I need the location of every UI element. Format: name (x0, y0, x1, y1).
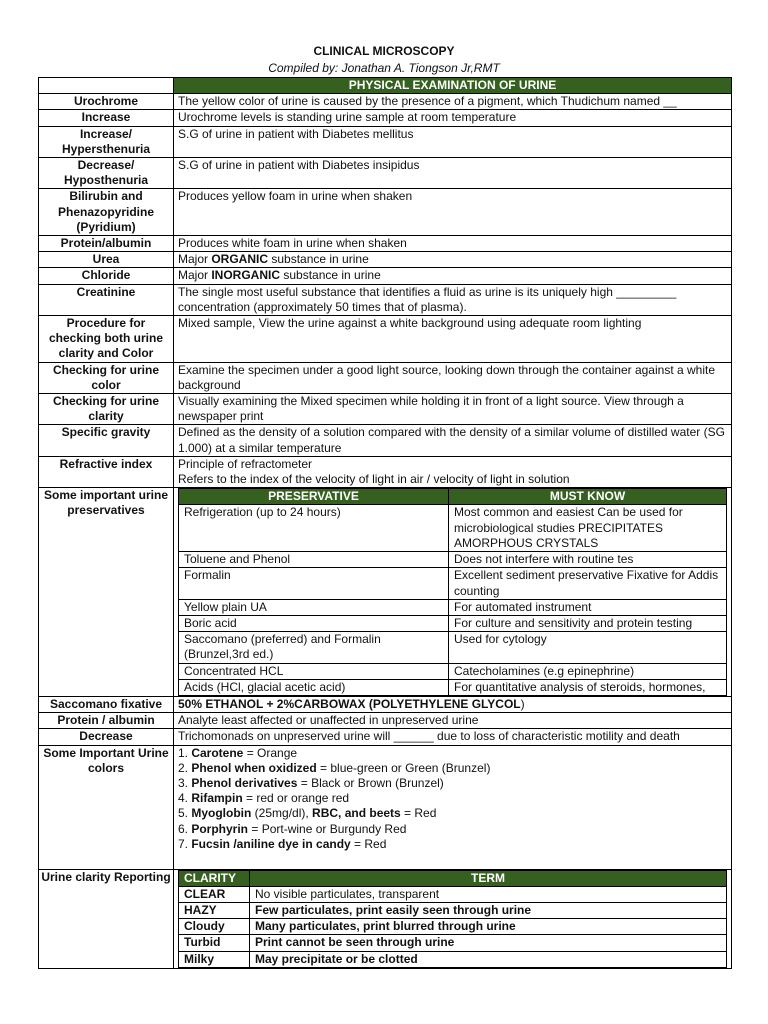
preservative-name: Concentrated HCL (179, 663, 449, 679)
table-row (179, 599, 727, 615)
list-number: 5. (178, 806, 192, 821)
row-text: The yellow color of urine is caused by the presence of a pigment, which Thudichum named __ (174, 94, 732, 110)
preservative-note: For culture and sensitivity and protein testing (449, 615, 727, 631)
table-row (39, 696, 732, 712)
clarity-term: CLEAR (179, 886, 250, 902)
text-run: Major (178, 268, 212, 283)
preservative-name: Refrigeration (up to 24 hours) (179, 505, 449, 552)
preservative-note: For quantitative analysis of steroids, hormones, (449, 679, 727, 695)
row-label: Increase/ Hypersthenuria (39, 126, 174, 157)
table-row (179, 552, 727, 568)
table-row (179, 919, 727, 935)
table-row (39, 94, 732, 110)
row-label: Urine clarity Reporting (39, 869, 174, 968)
clarity-term: Cloudy (179, 919, 250, 935)
list-number: 3. (178, 775, 192, 790)
list-item (178, 791, 727, 806)
list-item (178, 806, 727, 821)
clarity-term: Turbid (179, 935, 250, 951)
text-line: Refers to the index of the velocity of light in air / velocity of light in solution (178, 472, 570, 487)
row-text: S.G of urine in patient with Diabetes insipidus (174, 158, 732, 189)
row-label: Checking for urine clarity (39, 394, 174, 425)
row-label: Urea (39, 252, 174, 268)
list-number: 2. (178, 760, 192, 775)
column-header: MUST KNOW (449, 489, 727, 505)
emphasis-text: Phenol derivatives (191, 775, 298, 790)
row-text: Examine the specimen under a good light source, looking down through the container against a white background (174, 362, 732, 393)
row-label: Urochrome (39, 94, 174, 110)
clarity-description: Many particulates, print blurred through urine (250, 919, 727, 935)
table-row (179, 568, 727, 599)
text-run: ) (520, 696, 525, 711)
preservative-name: Boric acid (179, 615, 449, 631)
row-label: Creatinine (39, 284, 174, 315)
section-header-row (39, 78, 732, 94)
clarity-description: Print cannot be seen through urine (250, 935, 727, 951)
list-item (178, 761, 727, 776)
row-label: Specific gravity (39, 425, 174, 456)
table-row (179, 679, 727, 695)
preservative-name: Toluene and Phenol (179, 552, 449, 568)
row-label: Some important urine preservatives (39, 488, 174, 697)
table-row (39, 126, 732, 157)
row-label: Protein/albumin (39, 236, 174, 252)
preservative-note: Does not interfere with routine tes (449, 552, 727, 568)
text-run: = blue-green or Green (Brunzel) (316, 760, 491, 775)
row-label: Decrease/ Hyposthenuria (39, 158, 174, 189)
table-row (179, 886, 727, 902)
blank-cell (39, 78, 174, 94)
text-run: Major (178, 252, 212, 267)
preservative-name: Yellow plain UA (179, 599, 449, 615)
clarity-description: May precipitate or be clotted (250, 951, 727, 967)
column-header: TERM (250, 870, 727, 886)
table-row (39, 745, 732, 869)
section-title: PHYSICAL EXAMINATION OF URINE (174, 78, 732, 94)
emphasis-text: 50% ETHANOL + 2%CARBOWAX (POLYETHYLENE GLYCOL (178, 696, 521, 711)
text-run: = Orange (243, 745, 298, 760)
row-text: Defined as the density of a solution compared with the density of a similar volume of distilled water (SG 1.000) at a similar temperature (174, 425, 732, 456)
row-text: The single most useful substance that identifies a fluid as urine is its uniquely high _________ concentration (approximately 50 times that of plasma). (174, 284, 732, 315)
clarity-table (178, 870, 727, 968)
preservative-note: Catecholamines (e.g epinephrine) (449, 663, 727, 679)
table-row (179, 902, 727, 918)
row-text: Mixed sample, View the urine against a white background using adequate room lighting (174, 316, 732, 363)
table-row (179, 615, 727, 631)
document-subtitle: Compiled by: Jonathan A. Tiongson Jr,RMT (268, 61, 500, 75)
preservative-note: Most common and easiest Can be used for microbiological studies PRECIPITATES AMORPHOUS CRYSTALS (449, 505, 727, 552)
row-label: Decrease (39, 729, 174, 745)
table-row (179, 663, 727, 679)
table-row (39, 713, 732, 729)
list-number: 4. (178, 791, 192, 806)
table-row (179, 935, 727, 951)
preservative-name: Saccomano (preferred) and Formalin (Brunzel,3rd ed.) (179, 632, 449, 663)
row-text: S.G of urine in patient with Diabetes mellitus (174, 126, 732, 157)
urine-colors-list (174, 745, 732, 869)
list-item (178, 746, 727, 761)
row-text (174, 268, 732, 284)
table-row (39, 110, 732, 126)
row-text (174, 696, 732, 712)
table-row (39, 284, 732, 315)
table-row (39, 189, 732, 236)
preservative-note: For automated instrument (449, 599, 727, 615)
row-text: Trichomonads on unpreserved urine will ______ due to loss of characteristic motility and death (174, 729, 732, 745)
text-run: substance in urine (280, 268, 381, 283)
column-header: PRESERVATIVE (179, 489, 449, 505)
emphasis-text: ORGANIC (211, 252, 269, 267)
text-run: (25mg/dl), (251, 806, 313, 821)
text-run: = Red (350, 836, 387, 851)
row-text (174, 252, 732, 268)
row-label: Saccomano fixative (39, 696, 174, 712)
emphasis-text: RBC, and beets (312, 806, 401, 821)
column-header: CLARITY (179, 870, 250, 886)
row-label: Checking for urine color (39, 362, 174, 393)
text-line: Principle of refractometer (178, 456, 313, 471)
table-row (39, 362, 732, 393)
clarity-cell (174, 869, 732, 968)
text-run: = red or orange red (242, 791, 350, 806)
table-row (39, 268, 732, 284)
row-label: Procedure for checking both urine clarity and Color (39, 316, 174, 363)
row-label: Chloride (39, 268, 174, 284)
row-text: Urochrome levels is standing urine sample at room temperature (174, 110, 732, 126)
text-run: = Black or Brown (Brunzel) (297, 775, 444, 790)
emphasis-text: Myoglobin (191, 806, 252, 821)
row-label: Refractive index (39, 456, 174, 487)
table-row (39, 425, 732, 456)
preservatives-cell (174, 488, 732, 697)
emphasis-text: Carotene (191, 745, 244, 760)
table-row (39, 488, 732, 697)
table-row (39, 729, 732, 745)
table-row (179, 951, 727, 967)
row-text: Produces white foam in urine when shaken (174, 236, 732, 252)
table-row (39, 236, 732, 252)
clarity-term: HAZY (179, 902, 250, 918)
clarity-description: No visible particulates, transparent (250, 886, 727, 902)
physical-exam-table (38, 77, 732, 969)
row-text: Visually examining the Mixed specimen while holding it in front of a light source. View through a newspaper print (174, 394, 732, 425)
row-text: Produces yellow foam in urine when shaken (174, 189, 732, 236)
list-item (178, 822, 727, 837)
list-number: 6. (178, 821, 192, 836)
text-run: = Red (400, 806, 437, 821)
text-run: substance in urine (268, 252, 369, 267)
emphasis-text: Fucsin /aniline dye in candy (191, 836, 351, 851)
preservative-name: Acids (HCl, glacial acetic acid) (179, 679, 449, 695)
table-row (39, 869, 732, 968)
emphasis-text: INORGANIC (211, 268, 281, 283)
document-title: CLINICAL MICROSCOPY (313, 44, 455, 58)
table-row (39, 252, 732, 268)
list-item (178, 776, 727, 791)
row-label: Bilirubin and Phenazopyridine (Pyridium) (39, 189, 174, 236)
table-row (39, 394, 732, 425)
table-row (179, 505, 727, 552)
preservative-note: Excellent sediment preservative Fixative for Addis counting (449, 568, 727, 599)
row-label: Protein / albumin (39, 713, 174, 729)
preservative-name: Formalin (179, 568, 449, 599)
emphasis-text: Phenol when oxidized (191, 760, 317, 775)
emphasis-text: Rifampin (191, 791, 243, 806)
table-row (39, 158, 732, 189)
list-item (178, 837, 727, 852)
list-number: 7. (178, 836, 192, 851)
clarity-term: Milky (179, 951, 250, 967)
text-run: = Port-wine or Burgundy Red (248, 821, 407, 836)
table-row (39, 456, 732, 487)
table-row (39, 316, 732, 363)
row-label: Increase (39, 110, 174, 126)
preservative-note: Used for cytology (449, 632, 727, 663)
table-row (179, 632, 727, 663)
row-text (174, 456, 732, 487)
row-label: Some Important Urine colors (39, 745, 174, 869)
emphasis-text: Porphyrin (191, 821, 249, 836)
row-text: Analyte least affected or unaffected in unpreserved urine (174, 713, 732, 729)
list-number: 1. (178, 745, 192, 760)
preservatives-table (178, 488, 727, 696)
clarity-description: Few particulates, print easily seen through urine (250, 902, 727, 918)
